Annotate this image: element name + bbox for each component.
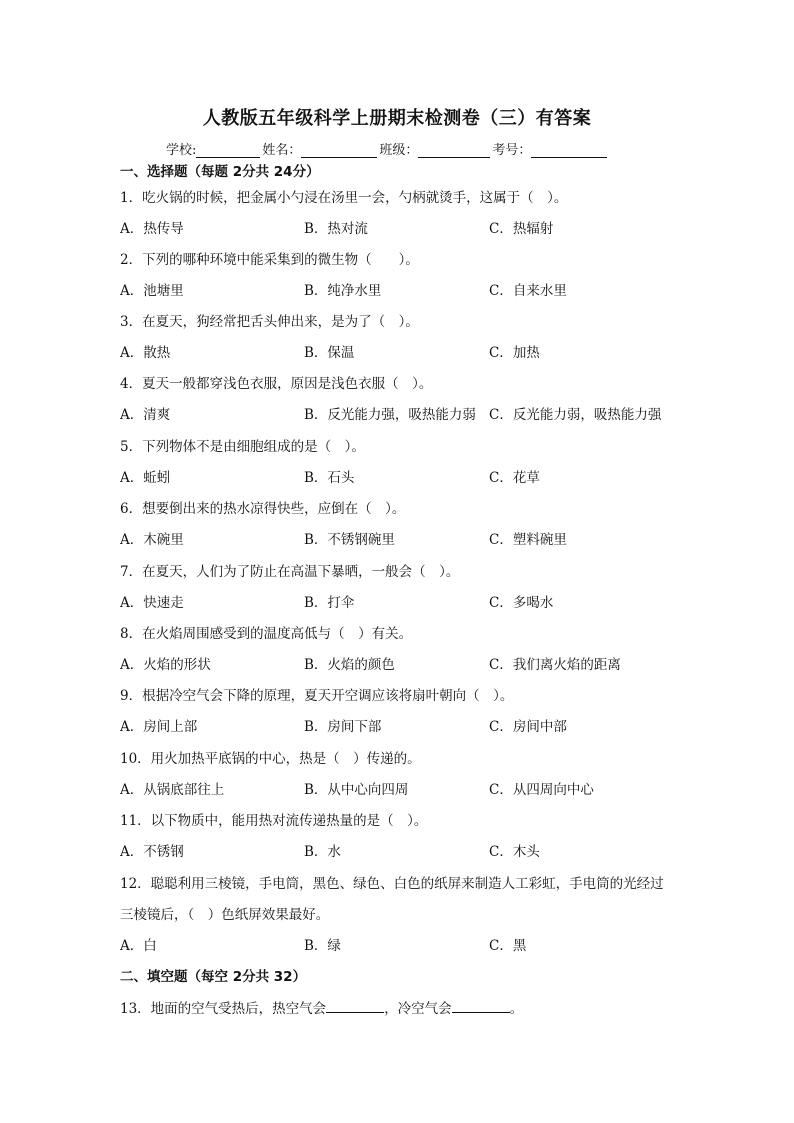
q11-option-c: C．木头 [489,844,540,860]
section-heading-choice: 一、选择题（每题 2分共 24分） [120,164,320,180]
q6-option-b: B．不锈钢碗里 [304,532,395,548]
q11-option-a: A．不锈钢 [120,844,184,860]
name-label: 姓名： [262,143,302,158]
q13-text-part-3: 。 [509,1001,524,1017]
q3-option-b: B．保温 [304,345,355,361]
q2-option-b: B．纯净水里 [304,283,382,299]
q10-option-b: B．从中心向四周 [304,782,409,798]
question-3: 3．在夏天，狗经常把舌头伸出来，是为了（ ）。 [120,314,419,330]
q9-option-c: C．房间中部 [489,719,567,735]
question-7: 7．在夏天，人们为了防止在高温下暴晒，一般会（ ）。 [120,564,460,580]
q8-option-c: C．我们离火焰的距离 [489,657,621,673]
q1-option-a: A．热传导 [120,221,184,237]
q5-option-a: A．蚯蚓 [120,470,171,486]
exam-no-blank [531,143,607,158]
question-2: 2．下列的哪种环境中能采集到的微生物（ ）。 [120,252,419,268]
school-label: 学校: [166,143,197,158]
class-label: 班级： [379,143,419,158]
q9-option-a: A．房间上部 [120,719,198,735]
q7-option-b: B．打伞 [304,595,355,611]
q3-option-c: C．加热 [489,345,540,361]
question-11: 11．以下物质中，能用热对流传递热量的是（ ）。 [120,813,428,829]
q3-option-a: A．散热 [120,345,171,361]
q8-option-b: B．火焰的颜色 [304,657,395,673]
q1-option-b: B．热对流 [304,221,368,237]
q6-option-a: A．木碗里 [120,532,184,548]
q4-option-b: B．反光能力强，吸热能力弱 [304,407,476,423]
section-heading-fill: 二、填空题（每空 2分共 32） [120,969,307,985]
q4-option-a: A．清爽 [120,407,171,423]
class-blank [418,143,490,158]
q11-option-b: B．水 [304,844,341,860]
q7-option-c: C．多喝水 [489,595,554,611]
question-1: 1．吃火锅的时候，把金属小勺浸在汤里一会，勺柄就烫手，这属于（ ）。 [120,190,568,206]
q13-blank-1[interactable] [326,1000,384,1013]
q5-option-b: B．石头 [304,470,355,486]
q10-option-a: A．从锅底部往上 [120,782,225,798]
exam-title: 人教版五年级科学上册期末检测卷（三）有答案 [202,108,592,129]
q1-option-c: C．热辐射 [489,221,554,237]
q8-option-a: A．火焰的形状 [120,657,211,673]
q10-option-c: C．从四周向中心 [489,782,594,798]
q4-option-c: C．反光能力弱，吸热能力强 [489,407,662,423]
student-info-line [166,139,609,158]
q6-option-c: C．塑料碗里 [489,532,567,548]
q2-option-a: A．池塘里 [120,283,184,299]
question-12-line-2: 三棱镜后，（ ）色纸屏效果最好。 [120,907,330,923]
question-13 [120,997,523,1017]
school-blank [196,143,260,158]
question-12-line-1: 12．聪聪利用三棱镜，手电筒，黑色、绿色、白色的纸屏来制造人工彩虹，手电筒的光经过 [120,876,664,892]
q5-option-c: C．花草 [489,470,540,486]
q13-text-part-2: ，冷空气会 [384,1001,452,1017]
q13-blank-2[interactable] [452,1000,510,1013]
name-blank [301,143,377,158]
question-5: 5．下列物体不是由细胞组成的是（ ）。 [120,439,365,455]
question-8: 8．在火焰周围感受到的温度高低与（ ）有关。 [120,626,413,642]
question-9: 9．根据冷空气会下降的原理，夏天开空调应该将扇叶朝向（ ）。 [120,688,514,704]
q12-option-b: B．绿 [304,938,341,954]
q12-option-c: C．黑 [489,938,527,954]
q12-option-a: A．白 [120,938,157,954]
question-10: 10．用火加热平底锅的中心，热是（ ）传递的。 [120,751,421,767]
question-6: 6．想要倒出来的热水凉得快些，应倒在（ ）。 [120,501,406,517]
question-4: 4．夏天一般都穿浅色衣服，原因是浅色衣服（ ）。 [120,376,433,392]
q7-option-a: A．快速走 [120,595,184,611]
exam-no-label: 考号： [492,143,532,158]
q13-text-part-1: 13．地面的空气受热后，热空气会 [120,1001,327,1017]
q2-option-c: C．自来水里 [489,283,567,299]
q9-option-b: B．房间下部 [304,719,382,735]
